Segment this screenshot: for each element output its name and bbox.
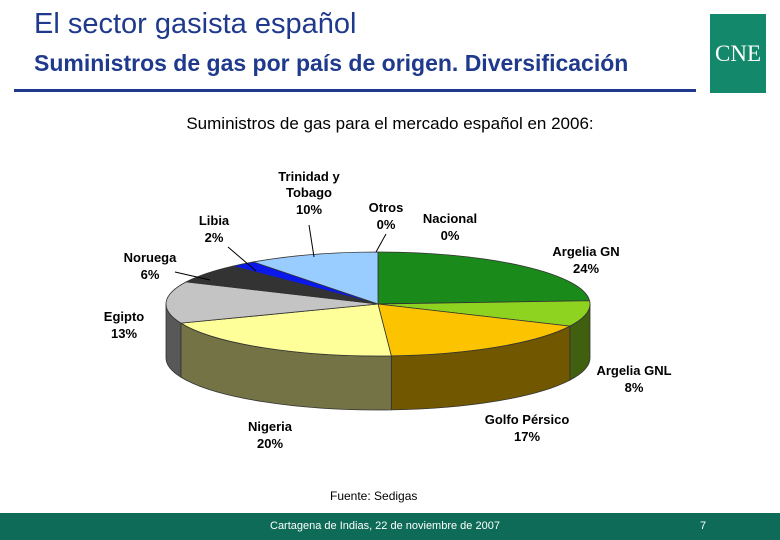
- page-subtitle: Suministros de gas por país de origen. Diversificación: [34, 50, 629, 76]
- pie-slices: [166, 252, 590, 356]
- label-value-trinidad-y-tobago: 10%: [295, 202, 323, 217]
- label-value-egipto: 13%: [110, 326, 138, 341]
- pie-slice-argelia-gn: [378, 252, 590, 304]
- label-name-golfo-p-rsico: Golfo Pérsico: [484, 412, 570, 427]
- label-name-argelia-gn: Argelia GN: [552, 244, 620, 259]
- logo-text: CNE: [715, 40, 761, 66]
- label-value-nacional: 0%: [440, 228, 460, 243]
- label-value-nigeria: 20%: [256, 436, 284, 451]
- label-name-nacional: Nacional: [422, 211, 478, 226]
- label-value-golfo-p-rsico: 17%: [513, 429, 541, 444]
- page-number: 7: [700, 520, 707, 532]
- label-name-otros: Otros: [368, 200, 404, 215]
- label-value-noruega: 6%: [140, 267, 160, 282]
- source-note: Fuente: Sedigas: [330, 489, 418, 503]
- label-value-otros: 0%: [376, 217, 396, 232]
- label-name-nigeria: Nigeria: [247, 419, 293, 434]
- footer-text: Cartagena de Indias, 22 de noviembre de 2007: [270, 520, 500, 532]
- label-name-argelia-gnl: Argelia GNL: [596, 363, 672, 378]
- label-value-libia: 2%: [204, 230, 224, 245]
- label-name-trinidad-y-tobago-2: Tobago: [286, 185, 332, 200]
- label-name-noruega: Noruega: [123, 250, 177, 265]
- label-name-trinidad-y-tobago-1: Trinidad y: [278, 169, 340, 184]
- label-name-libia: Libia: [198, 213, 230, 228]
- page-title: El sector gasista español: [34, 8, 357, 40]
- chart-title: Suministros de gas para el mercado español en 2006:: [186, 114, 594, 133]
- leader-line-otros: [376, 234, 386, 252]
- footer-bar: [0, 513, 780, 540]
- label-value-argelia-gnl: 8%: [624, 380, 644, 395]
- label-name-egipto: Egipto: [103, 309, 145, 324]
- leader-line-trinidad-y-tobago: [309, 225, 314, 257]
- label-value-argelia-gn: 24%: [572, 261, 600, 276]
